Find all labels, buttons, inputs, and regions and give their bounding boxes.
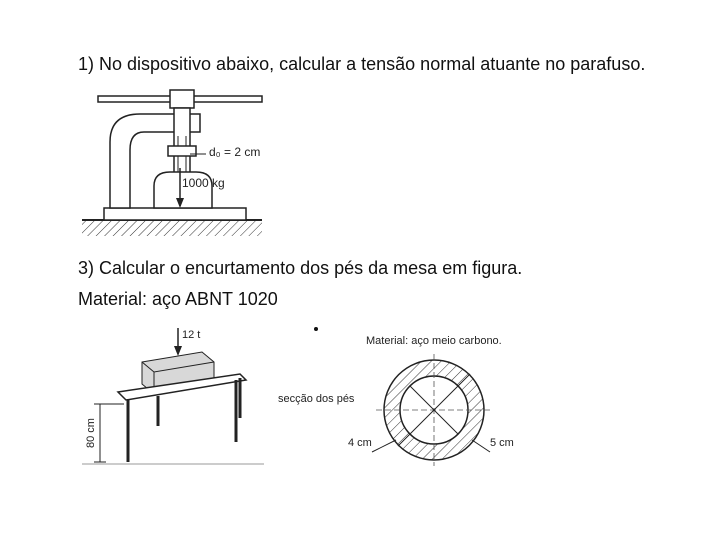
inner-diameter-label: 4 cm [348,437,372,449]
table-load-label: 12 t [182,329,201,341]
diameter-label: d₀ = 2 cm [209,145,261,159]
screw [174,108,190,174]
section-label: secção dos pés [278,393,355,405]
handle-hub [170,90,194,108]
tube-section-figure [276,328,532,476]
material-text: Material: aço ABNT 1020 [78,289,278,309]
height-label: 80 cm [85,418,97,448]
steel-material-label: Material: aço meio carbono. [366,335,502,347]
ground-hatch [82,220,262,236]
load-label: 1000 kg [182,176,225,190]
press-base [104,208,246,220]
table-figure [78,322,268,474]
outer-diameter-label: 5 cm [490,437,514,449]
question-1-text: 1) No dispositivo abaixo, calcular a tensão normal atuante no parafuso. [78,54,646,74]
question-3-text: 3) Calcular o encurtamento dos pés da mesa em figura. [78,258,523,278]
press-device-figure [78,84,278,240]
